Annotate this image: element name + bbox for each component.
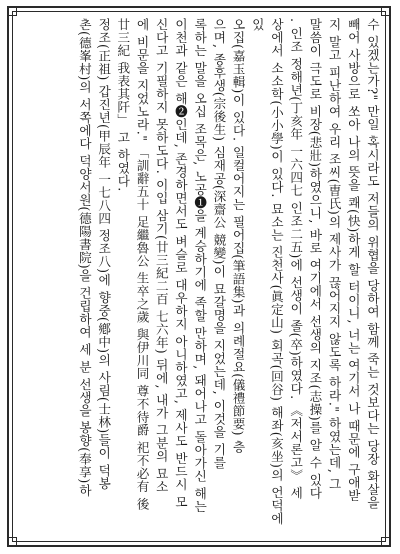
- text-line: 촌(德峯村)의 서쪽에다 덕양서원(德陽書院)을 건립하여 세 분 선생을 봉향(奉享)하: [76, 18, 92, 497]
- text-line: 말씀이 극도로 비장(悲壯)하였으니, 바로 여기에서 선생의 지조(志操)를 알 수 있다: [307, 18, 323, 500]
- text-line: 이천과 같은 해❷인데, 존경하면서도 벼슬로 대우하지 아니하였고, 제사도 반드시 모: [172, 18, 188, 509]
- text-line: 신다고 기필하지 못하도다. 이입 삼기(廿三紀二百 七六年) 뒤에, 내가 그분의 묘소: [153, 18, 169, 494]
- text-line: 정조(正祖) 갑진년(甲辰年 一七八四 정조八)에 향중(鄕中)의 사림(士林)들이 덕봉: [96, 18, 112, 490]
- text-line: 빼어 사방으로 쏘아 나의 뜻을 쾌(快)하게 할 터이니, 너는 여기서 나 때문에 구애받: [345, 18, 361, 502]
- corner-ornament-bottom-left: [7, 537, 17, 547]
- text-line: 에 비문을 지었노라." 「訓辭五十 足繼魯公 生卒之歲 與伊川同 尊不待爵 祀不必有 後: [134, 18, 150, 511]
- text-line: 으며, 종후생(宗後生) 심재공(深齋公 競變)이 묘갈명을 지었는데, 이것을 기를: [211, 18, 227, 469]
- vertical-text-body: [18, 18, 382, 536]
- text-line: 록하는 말을 오십 조목은, 노공❶을 계승하기에 족할 만하며, 돼어나고 돌아가신 해는: [192, 18, 208, 513]
- text-line: 상에서 소소학(小小學)이 있다. 묘소는 진천사(眞定山) 회곡(回谷) 해좌(亥坐)의 언덕에 있: [249, 18, 284, 525]
- corner-ornament-bottom-right: [381, 537, 391, 547]
- text-line: . 인조 정해년(丁亥年 一六四七 인조二五)에 선생이 졸(卒)하였다. 《저서론고》 세: [288, 18, 304, 500]
- corner-ornament-top-left: [7, 6, 17, 16]
- text-line: 廿三紀 我表其阡」 고 하였다.: [115, 18, 131, 192]
- corner-ornament-top-right: [381, 6, 391, 16]
- text-line: 오집(嘉玉輯)이 있다. 일컬어지는 필어집(筆語集)과 의례절요(儀禮節要) 층: [230, 18, 246, 454]
- text-line: 수 있겠는가?" 만일 혹시라도 저들의 위협을 당하여 함께 죽는 것보다는 당장 화살을: [365, 18, 380, 509]
- text-line: 지 말고 피난하여 우리 조씨(曺氏)의 제사가 끊어지지 않도록 하라." 하였는데, 그: [326, 18, 342, 491]
